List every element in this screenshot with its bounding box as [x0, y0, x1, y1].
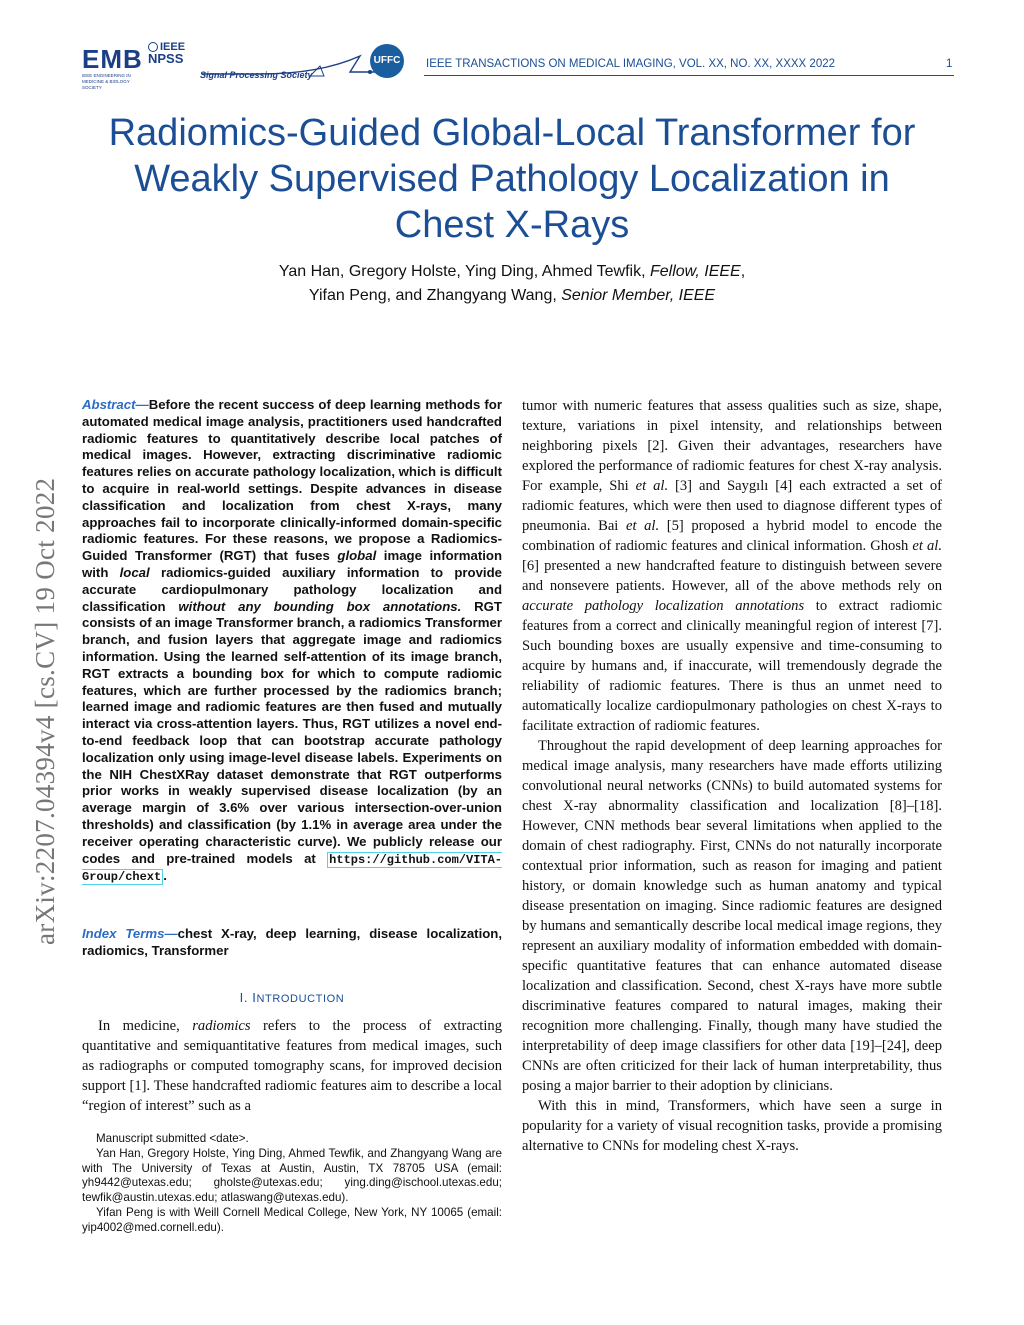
- society-logos: [82, 40, 417, 90]
- right-paragraph-3: With this in mind, Transformers, which have seen a surge in popularity for a variety of visual recognition tasks, provide a promising alternative to CNNs for modeling chest X-rays.: [522, 1098, 942, 1154]
- index-terms-label: Index Terms—: [82, 926, 178, 941]
- title-line-1: Radiomics-Guided Global-Local Transformer for: [108, 112, 916, 154]
- header-rule: [424, 75, 954, 76]
- abstract-label: Abstract—: [82, 397, 149, 412]
- arxiv-stamp: arXiv:2207.04394v4 [cs.CV] 19 Oct 2022: [30, 477, 60, 945]
- author-list: [60, 260, 964, 308]
- intro-paragraph-1: In medicine, radiomics refers to the process of extracting quantitative and semiquantitative features from medical images, such as radiographs or computed tomography scans, for improved decision support [1]. These handcrafted radiomic features aim to describe a local “region of interest” such as a: [82, 1018, 503, 1114]
- npss-logo: IEEE NPSS: [148, 41, 186, 66]
- authors-line-2: Yifan Peng, and Zhangyang Wang, Senior Member, IEEE: [308, 287, 716, 304]
- footnote-affiliation-1: Yan Han, Gregory Holste, Ying Ding, Ahmed Tewfik, and Zhangyang Wang are with The University of Texas at Austin, Austin, TX 78705 USA (email: yh9442@utexas.edu; gholste@utexas.edu; ying.ding@ischool.utexas.edu; tewfik@austin.utexas.edu; atlaswang@utexas.edu).: [82, 1146, 502, 1205]
- index-terms: Index Terms—chest X-ray, deep learning, disease localization, radiomics, Transformer: [82, 926, 503, 958]
- footnote-submitted: Manuscript submitted <date>.: [96, 1132, 249, 1145]
- right-column-text: [522, 396, 942, 1156]
- right-paragraph-2: Throughout the rapid development of deep learning approaches for medical image analysis, many researchers have made efforts utilizing convolutional neural networks (CNNs) to build automated systems for chest X-ray abnormality classification and localization [8]–[18]. However, CNN methods bear several limitations when applied to the domain of chest radiography. First, CNNs do not naturally incorporate contextual prior information, such as reason for imaging and patient history, or domain knowledge such as human anatomy and typical disease presentation on imaging. Since radiomic features are designed by humans and semantically describe local medical image regions, they represent an auxiliary modality of information embedded with domain-specific quantitative features that can enhance automated disease localization and classification. Second, chest X-rays have more subtle discriminative features compared to natural images, making their recognition more challenging. Finally, though many have studied the interpretability of deep image classifiers for other data [19]–[24], deep CNNs are often criticized for their lack of human interpretability, thus posing a major barrier to their adoption by clinicians.: [522, 738, 942, 1094]
- authors-line-1: Yan Han, Gregory Holste, Ying Ding, Ahmed Tewfik, Fellow, IEEE,: [278, 263, 746, 280]
- running-head: IEEE TRANSACTIONS ON MEDICAL IMAGING, VOL. XX, NO. XX, XXXX 2022: [426, 58, 836, 70]
- abstract: Abstract—Before the recent success of deep learning methods for automated medical image analysis, practitioners used handcrafted radiomic features to quantitatively describe local patches of medical images. However, extracting discriminative radiomic features relies on accurate pathology localization, which is difficult to acquire in real-world settings. Despite advances in disease classification and localization from chest X-rays, many approaches fail to incorporate clinically-informed domain-specific radiomic features. For these reasons, we propose a Radiomics-Guided Transformer (RGT) that fuses global image information with local radiomics-guided auxiliary information to provide accurate cardiopulmonary pathology localization and classification without any bounding box annotations. RGT consists of an image Transformer branch, a radiomics Transformer branch, and fusion layers that aggregate image and radiomics information. Using the learned self-attention of its image branch, RGT extracts a bounding box for which to compute radiomic features, which are further processed by the radiomics branch; learned image and radiomic features are then fused and mutually interact via cross-attention layers. Thus, RGT utilizes a novel end-to-end feedback loop that can bootstrap accurate pathology localization only using image-level disease labels. Experiments on the NIH ChestXRay dataset demonstrate that RGT outperforms prior works in weakly supervised disease localization (by an average margin of 3.6% over various intersection-over-union thresholds) and classification (by 1.1% in average area under the receiver operating characteristic curve). We publicly release our codes and pre-trained models at https://github.com/VITA-Group/chext .: [82, 397, 502, 885]
- sps-logo-text: Signal Processing Society: [200, 70, 313, 80]
- paper-title: [60, 110, 964, 248]
- section-heading-introduction: I. INTRODUCTION: [239, 990, 345, 1005]
- footnote: [82, 1132, 502, 1236]
- title-line-3: Chest X-Rays: [394, 204, 630, 246]
- title-line-2: Weakly Supervised Pathology Localization in: [134, 158, 890, 200]
- footnote-affiliation-2: Yifan Peng is with Weill Cornell Medical College, New York, NY 10065 (email: yip4002@med.cornell.edu).: [82, 1205, 502, 1234]
- emb-logo: EMB: [82, 44, 143, 74]
- intro-left-text: [82, 1016, 502, 1116]
- emb-logo-subtitle: IEEE ENGINEERING IN MEDICINE & BIOLOGY SOCIETY: [82, 73, 131, 90]
- uffc-logo: UFFC: [370, 44, 404, 78]
- page-number: 1: [946, 58, 953, 70]
- right-paragraph-1: tumor with numeric features that assess qualities such as size, shape, texture, variations in pixel intensity, and relationships between neighboring pixels [2]. Given their advantages, researchers have explored the performance of radiomic features for chest X-ray analysis. For example, Shi et al. [3] and Saygılı [4] each extracted a set of radiomic features, which were then used to diagnose different types of pneumonia. Bai et al. [5] proposed a hybrid model to encode the combination of radiomic features and clinical information. Ghosh et al. [6] presented a new handcrafted feature to distinguish between severe and nonsevere patients. However, all of the above methods rely on accurate pathology localization annotations to extract radiomic features from a correct and clinically meaningful region of interest [7]. Such bounding boxes are usually expensive and time-consuming to acquire by humans and, if inaccurate, will tremendously degrade the reliability of radiomic features. There is thus an unmet need to automatically localize cardiopulmonary pathologies on chest X-rays to facilitate extraction of radiomic features.: [522, 398, 942, 734]
- code-repo-link[interactable]: https://github.com/VITA-Group/chext: [82, 852, 502, 885]
